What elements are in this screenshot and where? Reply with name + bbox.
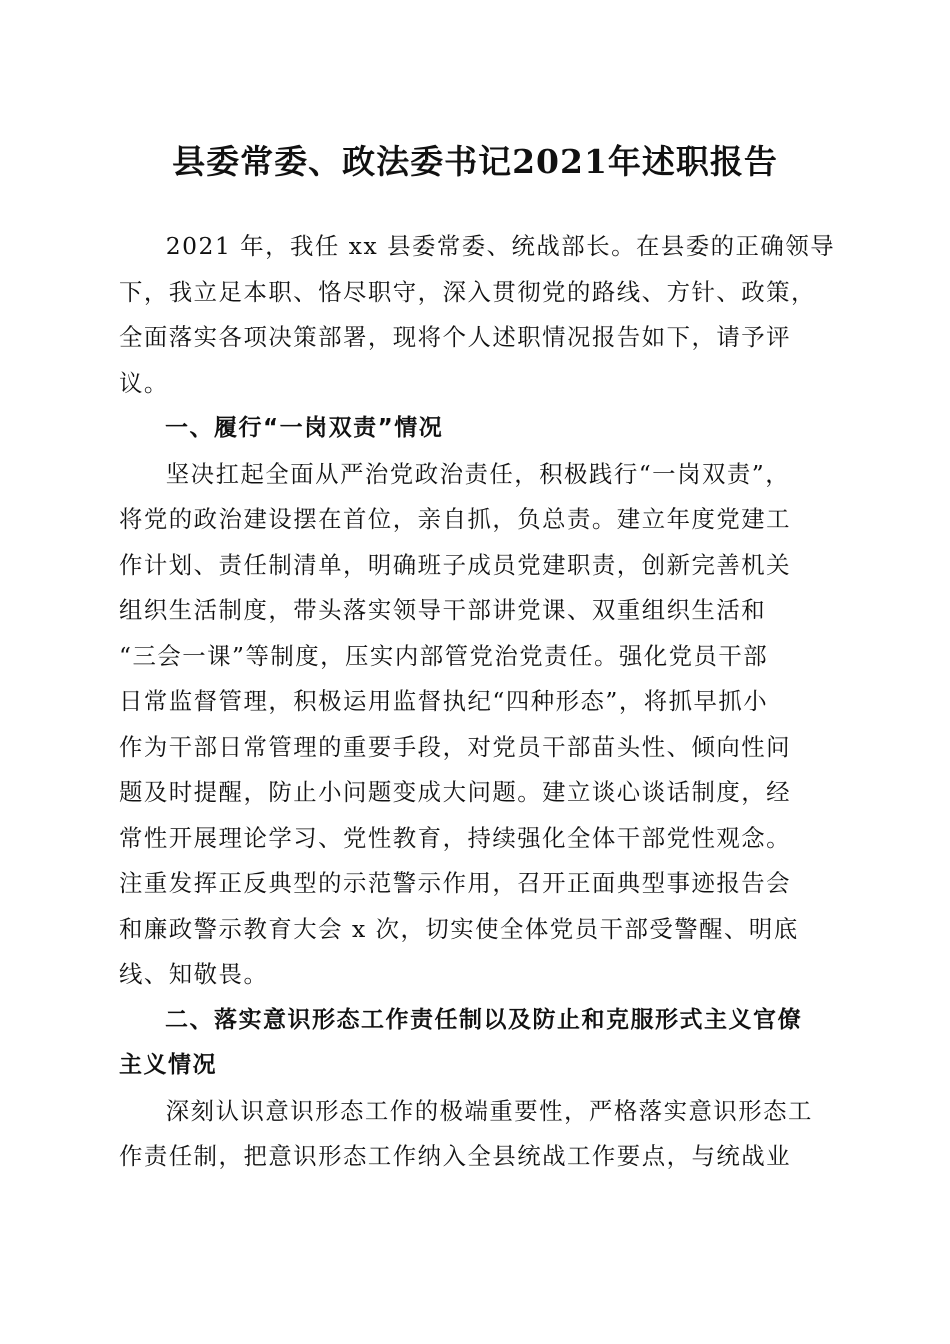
section-1-line: 作为干部日常管理的重要手段，对党员干部苗头性、倾向性问	[119, 732, 792, 761]
intro-line: 下，我立足本职、恪尽职守，深入贯彻党的路线、方针、政策，	[119, 277, 816, 306]
section-1-line: “三会一课”等制度，压实内部管党治党责任。强化党员干部	[119, 641, 769, 670]
section-1-line: 组织生活制度，带头落实领导干部讲党课、双重组织生活和	[119, 596, 767, 624]
section-1-line: 题及时提醒，防止小问题变成大问题。建立谈心谈话制度，经	[119, 778, 792, 806]
section-2-line: 深刻认识意识形态工作的极端重要性，严格落实意识形态工	[165, 1096, 813, 1125]
section-1-line: 和廉政警示教育大会 x 次，切实使全体党员干部受警醒、明底	[119, 914, 799, 943]
section-1-paragraph	[119, 452, 831, 998]
section-1-line: 将党的政治建设摆在首位，亲自抓，负总责。建立年度党建工	[119, 505, 792, 533]
intro-line: 议。	[119, 368, 169, 397]
document-body	[119, 224, 836, 1180]
section-1-line: 线、知敬畏。	[119, 960, 269, 988]
section-2-heading-line: 主义情况	[119, 1052, 217, 1078]
section-2-line: 作责任制，把意识形态工作纳入全县统战工作要点，与统战业	[119, 1142, 792, 1170]
section-1-line: 作计划、责任制清单，明确班子成员党建职责，创新完善机关	[119, 550, 792, 579]
section-2-paragraph	[119, 1089, 831, 1180]
section-2-heading-line: 二、落实意识形态工作责任制以及防止和克服形式主义官僚	[165, 1006, 802, 1033]
section-1-line: 日常监督管理，积极运用监督执纪“四种形态”，将抓早抓小	[119, 687, 769, 715]
intro-paragraph	[119, 224, 836, 406]
document-title: 县委常委、政法委书记2021年述职报告	[172, 142, 778, 181]
intro-line: 全面落实各项决策部署，现将个人述职情况报告如下，请予评	[119, 323, 792, 351]
section-1-heading: 一、履行“一岗双责”情况	[165, 415, 444, 441]
section-1-line: 注重发挥正反典型的示范警示作用，召开正面典型事迹报告会	[119, 869, 792, 897]
section-2-heading	[119, 998, 831, 1089]
section-1-line: 坚决扛起全面从严治党政治责任，积极践行“一岗双责”，	[165, 459, 791, 488]
intro-line: 2021 年，我任 xx 县委常委、统战部长。在县委的正确领导	[165, 232, 836, 260]
section-1-line: 常性开展理论学习、党性教育，持续强化全体干部党性观念。	[119, 823, 792, 852]
